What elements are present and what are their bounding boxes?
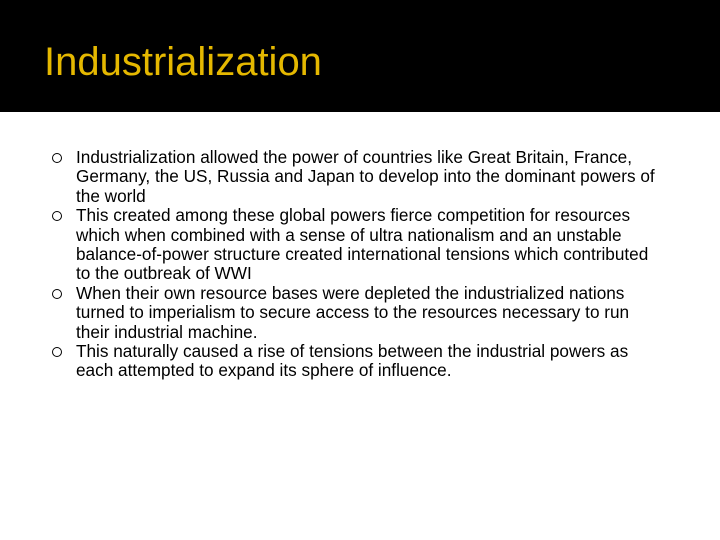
bullet-text: When their own resource bases were depleted the industrialized nations turned to imperialism to secure access to the resources necessary to run their industrial machine. bbox=[76, 282, 630, 342]
bullet-text: Industrialization allowed the power of countries like Great Britain, France, Germany, the US, Russia and Japan to develop into the dominant powers of the world bbox=[76, 147, 655, 206]
slide-title: Industrialization bbox=[44, 40, 322, 84]
hollow-circle-bullet-icon bbox=[52, 347, 62, 357]
bullet-item bbox=[50, 284, 660, 342]
hollow-circle-bullet-icon bbox=[52, 211, 62, 221]
title-band bbox=[0, 0, 720, 112]
bullet-text: This naturally caused a rise of tensions between the industrial powers as each attempted to expand its sphere of influence. bbox=[76, 341, 629, 381]
bullet-list bbox=[50, 148, 660, 381]
bullet-item bbox=[50, 342, 660, 381]
hollow-circle-bullet-icon bbox=[52, 153, 62, 163]
bullet-item bbox=[50, 148, 660, 206]
bullet-item bbox=[50, 206, 660, 284]
hollow-circle-bullet-icon bbox=[52, 289, 62, 299]
bullet-text: This created among these global powers fierce competition for resources which when combined with a sense of ultra nationalism and an unstable balance-of-power structure created international tensions which contributed to the outbreak of WWI bbox=[76, 205, 649, 284]
